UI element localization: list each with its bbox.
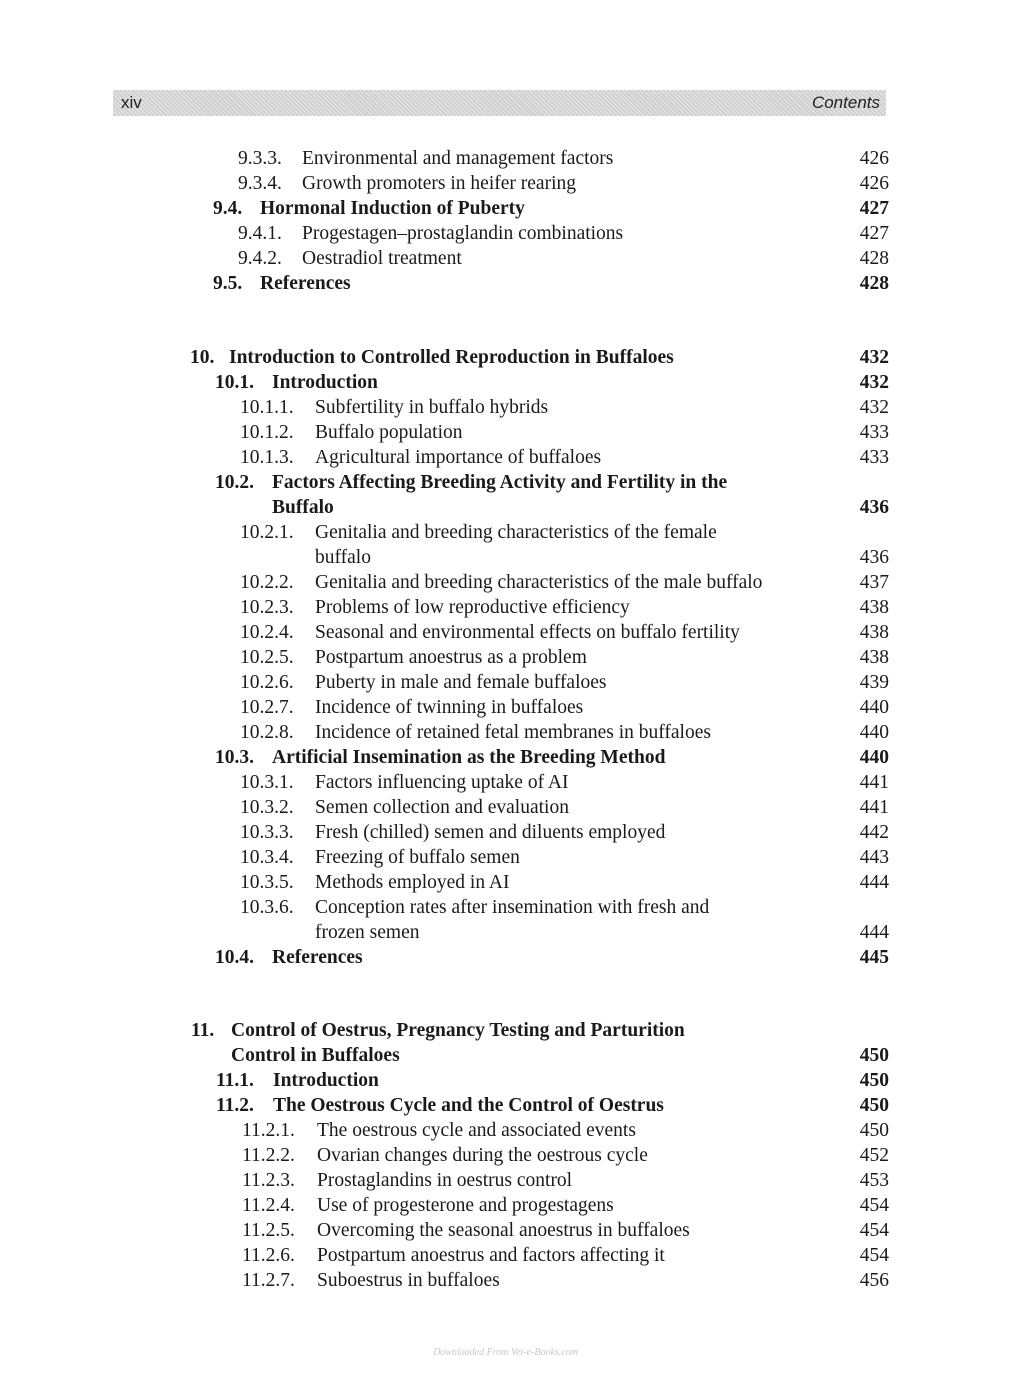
- toc-entry-number: 10.2.1.: [240, 522, 294, 543]
- toc-entry-page: 428: [859, 248, 889, 269]
- running-title: Contents: [811, 93, 880, 112]
- toc-entry: [0, 595, 1011, 620]
- toc-entry-title: Postpartum anoestrus as a problem: [315, 647, 587, 668]
- toc-entry: [0, 895, 1011, 920]
- toc-entry: [0, 845, 1011, 870]
- toc-entry-number: 10.3.: [215, 747, 254, 768]
- toc-entry: [0, 1143, 1011, 1168]
- toc-entry: [0, 870, 1011, 895]
- toc-entry-page: 450: [859, 1045, 889, 1066]
- toc-entry-page: 438: [859, 622, 889, 643]
- section-gap: [0, 296, 1011, 345]
- toc-entry: [0, 545, 1011, 570]
- toc-entry: [0, 695, 1011, 720]
- toc-entry-number: 11.2.7.: [242, 1270, 295, 1291]
- toc-entry-title: Control of Oestrus, Pregnancy Testing and Parturition: [231, 1020, 685, 1041]
- toc-entry-page: 450: [859, 1070, 889, 1091]
- toc-entry-number: 10.3.6.: [240, 897, 294, 918]
- toc-entry-page: 441: [859, 797, 889, 818]
- toc-entry: [0, 820, 1011, 845]
- toc-entry: [0, 1068, 1011, 1093]
- toc-entry-page: 438: [859, 597, 889, 618]
- toc-entry: [0, 1193, 1011, 1218]
- toc-entry-number: 11.1.: [216, 1070, 254, 1091]
- toc-entry-number: 10.1.2.: [240, 422, 294, 443]
- toc-entry-title: Buffalo population: [315, 422, 463, 443]
- toc-entry-title: Introduction: [272, 372, 378, 393]
- toc-entry-number: 10.1.3.: [240, 447, 294, 468]
- toc-entry-number: 10.2.5.: [240, 647, 294, 668]
- toc-entry-page: 454: [859, 1195, 889, 1216]
- toc-entry-number: 9.4.2.: [238, 248, 282, 269]
- toc-entry: [0, 1018, 1011, 1043]
- toc-entry-page: 432: [859, 372, 889, 393]
- header-bar: [113, 90, 886, 116]
- toc-entry-number: 10.2.7.: [240, 697, 294, 718]
- toc-entry-number: 10.4.: [215, 947, 254, 968]
- toc-entry: [0, 620, 1011, 645]
- toc-entry: [0, 1268, 1011, 1293]
- toc-entry-number: 10.2.6.: [240, 672, 294, 693]
- toc-entry-title: Postpartum anoestrus and factors affecting it: [317, 1245, 665, 1266]
- toc-entry-number: 10.2.: [215, 472, 254, 493]
- toc-entry-title: Genitalia and breeding characteristics of the male buffalo: [315, 572, 763, 593]
- toc-entry: [0, 645, 1011, 670]
- toc-entry: [0, 1168, 1011, 1193]
- toc-entry-number: 10.3.4.: [240, 847, 294, 868]
- table-of-contents: [0, 146, 1011, 1293]
- toc-entry-title: The oestrous cycle and associated events: [317, 1120, 636, 1141]
- toc-entry-title: Seasonal and environmental effects on buffalo fertility: [315, 622, 740, 643]
- toc-entry-title: Genitalia and breeding characteristics of the female: [315, 522, 717, 543]
- toc-entry-title: Semen collection and evaluation: [315, 797, 569, 818]
- toc-entry-page: 456: [859, 1270, 889, 1291]
- toc-entry: [0, 445, 1011, 470]
- toc-entry-title: Conception rates after insemination with fresh and: [315, 897, 710, 918]
- toc-entry-page: 438: [859, 647, 889, 668]
- toc-entry-page: 428: [859, 273, 889, 294]
- toc-entry-title: References: [272, 947, 363, 968]
- toc-entry: [0, 795, 1011, 820]
- toc-entry-page: 440: [859, 747, 889, 768]
- toc-entry-page: 445: [859, 947, 889, 968]
- toc-entry-title: Introduction: [273, 1070, 379, 1091]
- toc-entry-page: 441: [859, 772, 889, 793]
- toc-entry-title: Incidence of retained fetal membranes in buffaloes: [315, 722, 711, 743]
- toc-entry-page: 427: [859, 223, 889, 244]
- toc-entry-title: Incidence of twinning in buffaloes: [315, 697, 584, 718]
- toc-entry-page: 450: [859, 1120, 889, 1141]
- toc-entry: [0, 246, 1011, 271]
- toc-entry-number: 11.2.1.: [242, 1120, 295, 1141]
- toc-entry-page: 426: [859, 173, 889, 194]
- toc-entry-number: 11.: [191, 1020, 215, 1041]
- toc-entry-number: 10.: [190, 347, 215, 368]
- toc-entry-page: 440: [859, 722, 889, 743]
- toc-entry-page: 454: [859, 1245, 889, 1266]
- toc-entry: [0, 1043, 1011, 1068]
- toc-entry-title: Freezing of buffalo semen: [315, 847, 520, 868]
- toc-entry-title: Use of progesterone and progestagens: [317, 1195, 614, 1216]
- toc-entry-number: 10.2.2.: [240, 572, 294, 593]
- toc-entry: [0, 221, 1011, 246]
- toc-entry-number: 10.3.2.: [240, 797, 294, 818]
- toc-entry: [0, 171, 1011, 196]
- toc-entry-number: 10.1.: [215, 372, 254, 393]
- toc-entry-title: The Oestrous Cycle and the Control of Oestrus: [273, 1095, 664, 1116]
- toc-entry-title: Puberty in male and female buffaloes: [315, 672, 607, 693]
- toc-entry-number: 10.1.1.: [240, 397, 294, 418]
- toc-entry: [0, 495, 1011, 520]
- toc-entry-title: Overcoming the seasonal anoestrus in buffaloes: [317, 1220, 690, 1241]
- toc-entry: [0, 670, 1011, 695]
- toc-entry: [0, 146, 1011, 171]
- toc-entry-title: Subfertility in buffalo hybrids: [315, 397, 549, 418]
- toc-entry-number: 10.3.5.: [240, 872, 294, 893]
- toc-entry-number: 9.3.4.: [238, 173, 282, 194]
- toc-entry: [0, 1243, 1011, 1268]
- toc-entry-page: 440: [859, 697, 889, 718]
- toc-entry-title: Progestagen–prostaglandin combinations: [302, 223, 624, 244]
- toc-entry: [0, 520, 1011, 545]
- toc-entry: [0, 1093, 1011, 1118]
- toc-entry-title: frozen semen: [315, 922, 420, 943]
- toc-entry-page: 436: [859, 497, 889, 518]
- toc-entry-title: Artificial Insemination as the Breeding Method: [272, 747, 666, 768]
- toc-entry-page: 432: [859, 347, 889, 368]
- toc-entry-title: Oestradiol treatment: [302, 248, 462, 269]
- toc-entry-title: Factors influencing uptake of AI: [315, 772, 569, 793]
- toc-entry-title: Growth promoters in heifer rearing: [302, 173, 576, 194]
- toc-entry-title: buffalo: [315, 547, 371, 568]
- toc-entry-title: Hormonal Induction of Puberty: [260, 198, 525, 219]
- toc-entry: [0, 395, 1011, 420]
- toc-entry-number: 10.3.1.: [240, 772, 294, 793]
- toc-entry-title: Ovarian changes during the oestrous cycle: [317, 1145, 648, 1166]
- toc-entry: [0, 470, 1011, 495]
- toc-entry: [0, 1218, 1011, 1243]
- toc-entry-number: 9.5.: [213, 273, 243, 294]
- toc-entry-title: Buffalo: [272, 497, 334, 518]
- toc-entry-number: 10.2.3.: [240, 597, 294, 618]
- toc-entry-page: 439: [859, 672, 889, 693]
- toc-entry-number: 9.4.: [213, 198, 243, 219]
- toc-entry-title: Introduction to Controlled Reproduction in Buffaloes: [229, 347, 674, 368]
- toc-entry-page: 450: [859, 1095, 889, 1116]
- toc-entry-title: Suboestrus in buffaloes: [317, 1270, 500, 1291]
- toc-entry-number: 9.3.3.: [238, 148, 282, 169]
- toc-entry-title: Agricultural importance of buffaloes: [315, 447, 602, 468]
- toc-entry: [0, 370, 1011, 395]
- section-gap: [0, 970, 1011, 1018]
- toc-entry-page: 443: [859, 847, 889, 868]
- toc-entry: [0, 420, 1011, 445]
- toc-entry-page: 433: [859, 447, 889, 468]
- toc-entry: [0, 945, 1011, 970]
- toc-entry: [0, 770, 1011, 795]
- toc-entry: [0, 271, 1011, 296]
- toc-entry-title: References: [260, 273, 351, 294]
- toc-entry-page: 444: [859, 872, 889, 893]
- toc-entry-page: 453: [859, 1170, 889, 1191]
- toc-group-chapter-10: [0, 345, 1011, 970]
- toc-entry-number: 9.4.1.: [238, 223, 282, 244]
- toc-entry-page: 452: [859, 1145, 889, 1166]
- toc-entry-title: Prostaglandins in oestrus control: [317, 1170, 573, 1191]
- toc-entry-title: Methods employed in AI: [315, 872, 510, 893]
- toc-entry-number: 10.2.8.: [240, 722, 294, 743]
- toc-entry-number: 11.2.: [216, 1095, 254, 1116]
- toc-entry: [0, 196, 1011, 221]
- toc-group-chapter-11: [0, 1018, 1011, 1293]
- toc-entry-page: 454: [859, 1220, 889, 1241]
- toc-entry-number: 11.2.6.: [242, 1245, 295, 1266]
- toc-entry: [0, 1118, 1011, 1143]
- toc-entry: [0, 720, 1011, 745]
- toc-entry-page: 442: [859, 822, 889, 843]
- toc-entry-title: Fresh (chilled) semen and diluents employed: [315, 822, 666, 843]
- toc-entry-number: 11.2.3.: [242, 1170, 295, 1191]
- toc-entry-page: 427: [859, 198, 889, 219]
- toc-entry-title: Problems of low reproductive efficiency: [315, 597, 630, 618]
- toc-entry: [0, 570, 1011, 595]
- toc-entry-number: 11.2.2.: [242, 1145, 295, 1166]
- toc-entry-number: 11.2.4.: [242, 1195, 295, 1216]
- toc-entry-title: Environmental and management factors: [302, 148, 614, 169]
- toc-entry: [0, 745, 1011, 770]
- toc-entry-number: 10.3.3.: [240, 822, 294, 843]
- page-number: xiv: [121, 93, 142, 112]
- toc-entry-page: 433: [859, 422, 889, 443]
- toc-entry-number: 11.2.5.: [242, 1220, 295, 1241]
- toc-entry-page: 432: [859, 397, 889, 418]
- toc-entry-title: Control in Buffaloes: [231, 1045, 400, 1066]
- toc-entry-page: 436: [859, 547, 889, 568]
- toc-group-chapter-9: [0, 146, 1011, 296]
- toc-entry-number: 10.2.4.: [240, 622, 294, 643]
- toc-entry: [0, 920, 1011, 945]
- footer-watermark: Downloaded From Vet-e-Books.com: [433, 1347, 578, 1358]
- toc-entry-page: 444: [859, 922, 889, 943]
- toc-entry-page: 426: [859, 148, 889, 169]
- toc-entry-page: 437: [859, 572, 889, 593]
- toc-entry-title: Factors Affecting Breeding Activity and Fertility in the: [272, 472, 728, 493]
- toc-entry: [0, 345, 1011, 370]
